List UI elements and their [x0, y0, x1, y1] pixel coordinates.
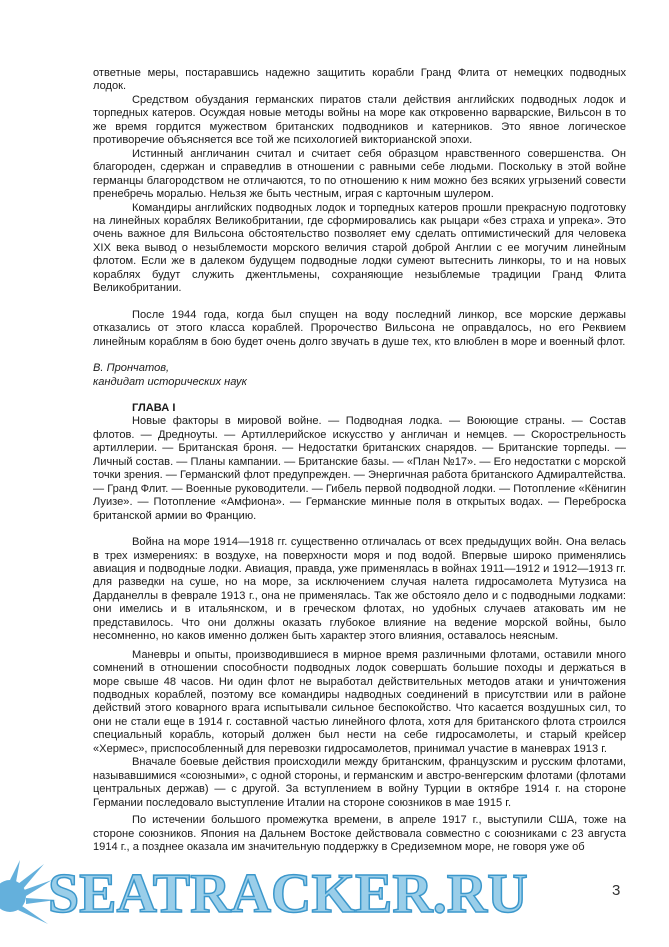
- text-block-main: [93, 536, 626, 854]
- paragraph: Командиры английских подводных лодок и торпедных катеров прошли прекрасную подготовку на линейных кораблях Великобритании, где сформировались как рыцари «без страха и упрека». Это очень важное для Вильсона обстоятельство позволяет ему сделать оптимистический для человека XIX века вывод о незыблемости морского величия старой доброй Англии с ее могучим линейным флотом. Если же в далеком будущем подводные лодки сумеют вытеснить линкоры, то и на новых кораблях будут служить джентльмены, сохраняющие незыблемые традиции Гранд Флита Великобритании.: [93, 201, 626, 295]
- paragraph: Истинный англичанин считал и считает себя образцом нравственного совершенства. Он благороден, сдержан и справедлив в отношении с равными себе людьми. Поскольку в этой войне германцы благородством не отличаются, то по отношению к ним можно без всяких угрызений совести пренебречь моралью. Нельзя же быть честным, играя с карточным шулером.: [93, 147, 626, 201]
- paragraph: Маневры и опыты, производившиеся в мирное время различными флотами, оставили много сомнений в отношении способности подводных лодок совершать большие походы и держаться в море свыше 48 часов. Ни один флот не выработал действительных методов атаки и уничтожения подводных кораблей, поэтому все командиры надводных соединений в присутствии или в районе действий этого коварного врага испытывали сильное беспокойство. Что касается воздушных сил, то они не стали еще в 1914 г. составной частью линейного флота, хотя для британского флота строился специальный корабль, который должен был нести на себе гидросамолеты, и старый крейсер «Хермес», приспособленный для перевозки гидросамолетов, принимал участие в маневрах 1913 г.: [93, 648, 626, 755]
- text-block-intro: [93, 67, 626, 296]
- text-block-closing: [93, 309, 626, 349]
- chapter-block: [93, 402, 626, 523]
- paragraph: По истечении большого промежутка времени, в апреле 1917 г., выступили США, тоже на стороне союзников. Япония на Дальнем Востоке действовала совместно с союзниками с 23 августа 1914 г., а позднее оказала им значительную поддержку в Средиземном море, не говоря уже об: [93, 814, 626, 854]
- page-number: 3: [612, 882, 621, 900]
- paragraph: После 1944 года, когда был спущен на воду последний линкор, все морские державы отказались от этого класса кораблей. Пророчество Вильсона не оправдалось, но его Реквием линейным кораблям в бою будет очень долго звучать в душе тех, кто влюблен в море и военный флот.: [93, 308, 626, 348]
- paragraph: Война на море 1914—1918 гг. существенно отличалась от всех предыдущих войн. Она велась в трех измерениях: в воздухе, на поверхности моря и под водой. Впервые широко применялись авиация и подводные лодки. Авиация, правда, уже применялась в войнах 1911—1912 и 1912—1913 гг. для разведки на суше, но на море, за исключением случая налета гидросамолета Мутузиса на Дарданеллы в феврале 1913 г., она не применялась. Так же обстояло дело и с подводными лодками: они имелись и в итальянском, и в греческом флотах, но удобных случаев атаковать им не представилось. Что они должны оказать глубокое влияние на ведение морской войны, было несомненно, но каков именно должен быть характер этого влияния, оставалось неясным.: [93, 536, 626, 643]
- signature: [93, 362, 626, 389]
- chapter-heading: ГЛАВА I: [132, 401, 176, 414]
- paragraph: ответные меры, постаравшись надежно защитить корабли Гранд Флита от немецких подводных лодок.: [93, 67, 626, 93]
- signature-title: кандидат исторических наук: [93, 375, 247, 388]
- paragraph: Вначале боевые действия происходили между британским, французским и русским флотами, называвшимися «союзными», с одной стороны, и германским и австро-венгерским флотами (флотами центральных держав) — с другой. За вступлением в войну Турции в октябре 1914 г. на стороне Германии последовало выступление Италии на стороне союзников в мае 1915 г.: [93, 756, 626, 809]
- signature-name: В. Прончатов,: [93, 362, 170, 375]
- watermark: [0, 860, 669, 930]
- paragraph: Средством обуздания германских пиратов стали действия английских подводных лодок и торпедных катеров. Осуждая новые методы войны на море как откровенно варварские, Вильсон в то же время гордится мужеством британских подводников и катерников. Это явное логическое противоречие объясняется все той же психологией викторианской эпохи.: [93, 93, 626, 147]
- chapter-summary: Новые факторы в мировой войне. — Подводная лодка. — Воюющие страны. — Состав флотов. — Дредноуты. — Артиллерийское искусство у англичан и немцев. — Скорострельность артиллерии. — Британская броня. — Недостатки британских снарядов. — Британские торпеды. — Личный состав. — Планы кампании. — Британские базы. — «План №17». — Его недостатки с морской точки зрения. — Германский флот предупрежден. — Энергичная работа британского Адмиралтейства. — Гранд Флит. — Военные руководители. — Гибель первой подводной лодки. — Потопление «Кёнигин Луизе». — Потопление «Амфиона». — Германские минные поля в открытых водах. — Переброска британской армии во Францию.: [93, 415, 626, 522]
- watermark-text: SEATRACKER.RU: [48, 863, 528, 926]
